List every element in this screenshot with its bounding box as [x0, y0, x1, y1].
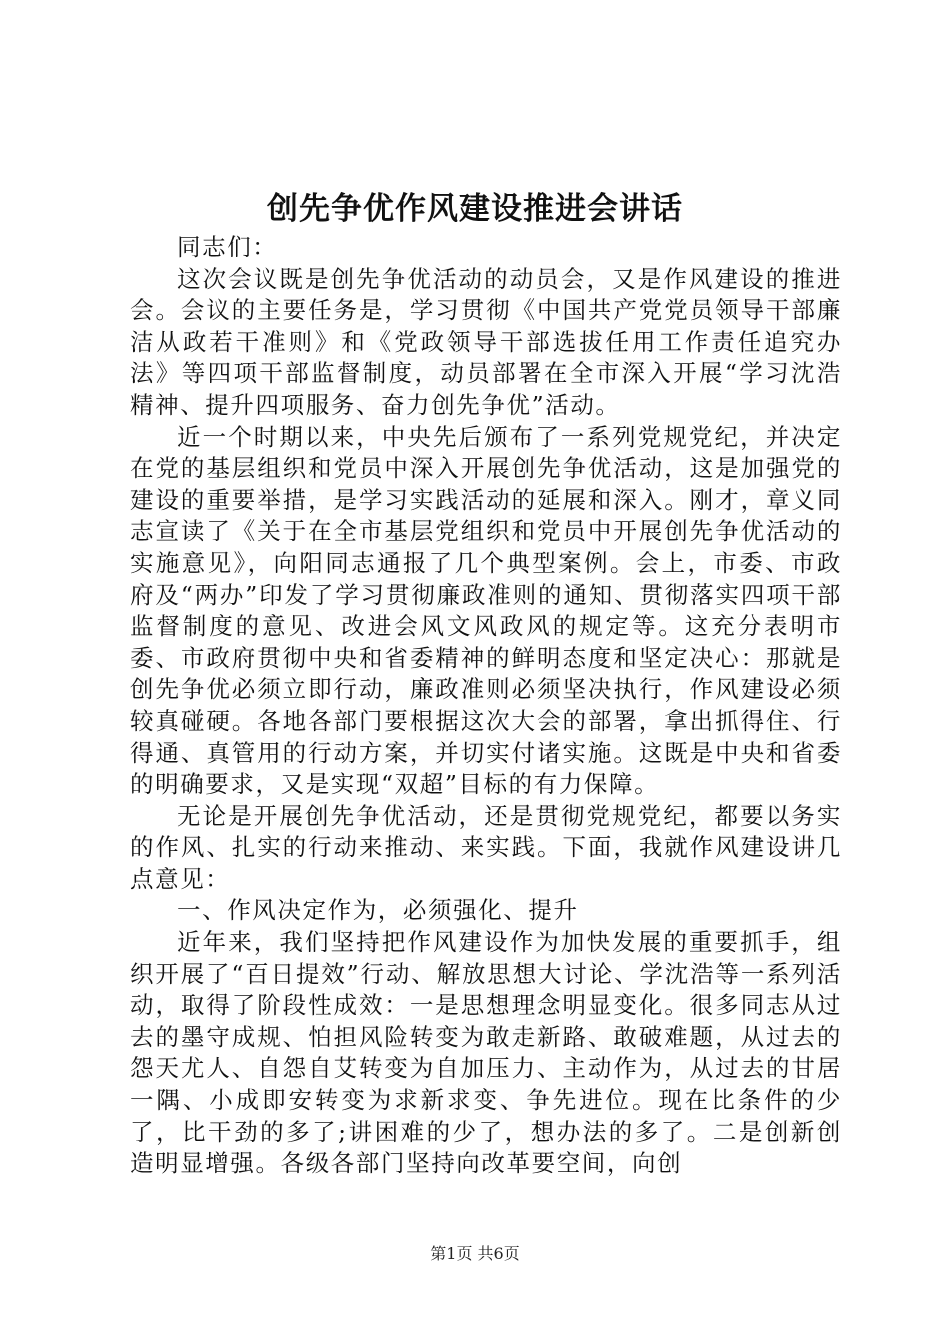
- paragraph-2: 近一个时期以来，中央先后颁布了一系列党规党纪，并决定在党的基层组织和党员中深入开展创先争优活动，这是加强党的建设的重要举措，是学习实践活动的延展和深入。刚才，章义同志宣读了《关于在全市基层党组织和党员中开展创先争优活动的实施意见》，向阳同志通报了几个典型案例。会上，市委、市政府及“两办”印发了学习贯彻廉政准则的通知、贯彻落实四项干部监督制度的意见、改进会风文风政风的规定等。这充分表明市委、市政府贯彻中央和省委精神的鲜明态度和坚定决心：那就是创先争优必须立即行动，廉政准则必须坚决执行，作风建设必须较真碰硬。各地各部门要根据这次大会的部署，拿出抓得住、行得通、真管用的行动方案，并切实付诸实施。这既是中央和省委的明确要求，又是实现“双超”目标的有力保障。: [130, 422, 842, 799]
- document-title: 创先争优作风建设推进会讲话: [267, 191, 683, 227]
- page-number-footer: 第1页 共6页: [430, 1244, 520, 1263]
- section-heading-1: 一、作风决定作为，必须强化、提升: [177, 896, 579, 925]
- document-body: [130, 232, 842, 1180]
- paragraph-4: 近年来，我们坚持把作风建设作为加快发展的重要抓手，组织开展了“百日提效”行动、解放思想大讨论、学沈浩等一系列活动，取得了阶段性成效：一是思想理念明显变化。很多同志从过去的墨守成规、怕担风险转变为敢走新路、敢破难题，从过去的怨天尤人、自怨自艾转变为自加压力、主动作为，从过去的甘居一隅、小成即安转变为求新求变、争先进位。现在比条件的少了，比干劲的多了;讲困难的少了，想办法的多了。二是创新创造明显增强。各级各部门坚持向改革要空间，向创: [130, 928, 842, 1178]
- salutation: 同志们：: [177, 233, 278, 261]
- paragraph-3: 无论是开展创先争优活动，还是贯彻党规党纪，都要以务实的作风、扎实的行动来推动、来实践。下面，我就作风建设讲几点意见：: [130, 801, 842, 893]
- paragraph-1: 这次会议既是创先争优活动的动员会，又是作风建设的推进会。会议的主要任务是，学习贯彻《中国共产党党员领导干部廉洁从政若干准则》和《党政领导干部选拔任用工作责任追究办法》等四项干部监督制度，动员部署在全市深入开展“学习沈浩精神、提升四项服务、奋力创先争优”活动。: [130, 264, 842, 419]
